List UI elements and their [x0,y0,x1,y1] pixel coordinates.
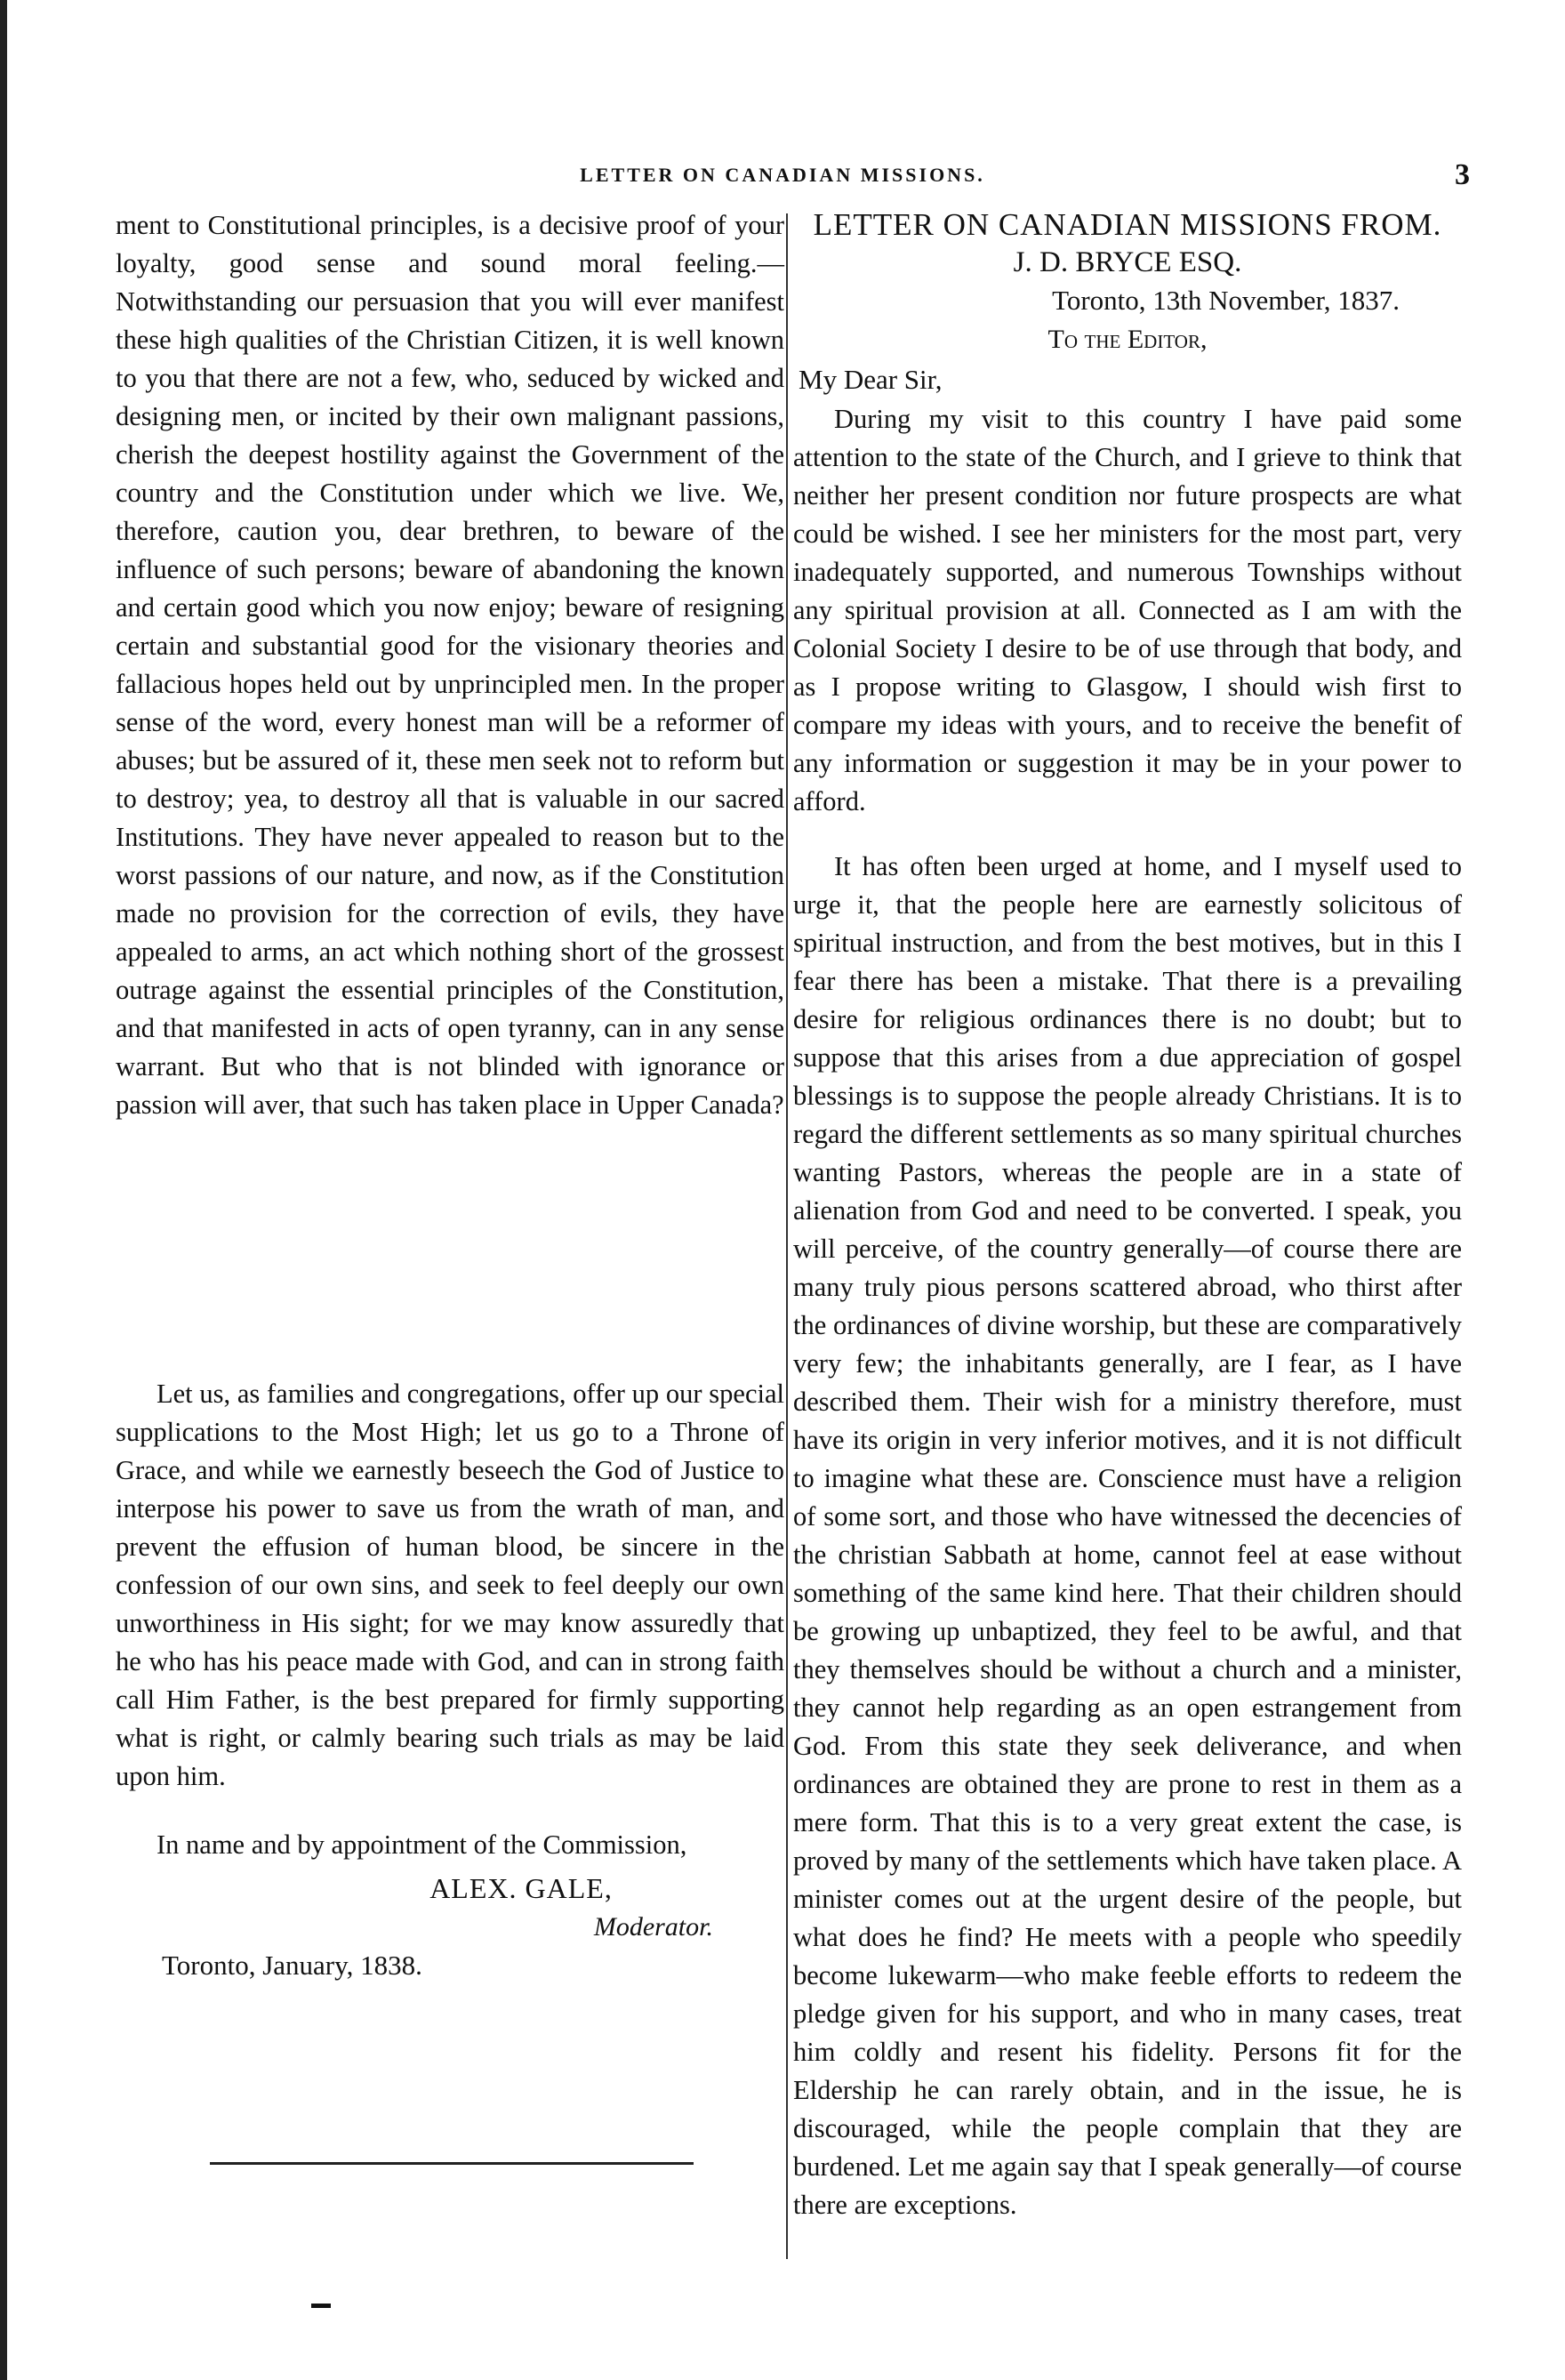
left-column [116,206,784,1984]
letter-heading: LETTER ON CANADIAN MISSIONS FROM. [813,207,1442,242]
right-paragraph-1: During my visit to this country I have paid some attention to the state of the Church, and I grieve to think that neither her present condition nor future prospects are what could be wished. I see her ministers for the most part, very inadequately supported, and numerous Townships without any spiritual provision at all. Connected as I am with the Colonial Society I desire to be of use through that body, and as I propose writing to Glasgow, I should wish first to compare my ideas with yours, and to receive the benefit of any information or suggestion it may be in your power to afford. [793,404,1462,816]
right-paragraph-2: It has often been urged at home, and I myself used to urge it, that the people here are earnestly solicitous of spiritual instruction, and from the best motives, but in this I fear there has been a mistake. That there is a prevailing desire for religious ordinances there is no doubt; but to suppose that this arises from a due appreciation of gospel blessings is to suppose the people already Christians. It is to regard the different settlements as so many spiritual churches wanting Pastors, whereas the people are in a state of alienation from God and need to be converted. I speak, you will perceive, of the country generally—of course there are many truly pious persons scattered abroad, who thirst after the ordinances of divine worship, but these are comparatively very few; the inhabitants generally, are I fear, as I have described them. Their wish for a ministry therefore, must have its origin in very inferior motives, and it is not difficult to imagine what these are. Conscience must have a religion of some sort, and those who have witnessed the decencies of the christian Sabbath at home, cannot feel at ease without something of the same kind here. That their children should be growing up unbaptized, they feel to be awful, and that they themselves should be without a church and a minister, they cannot help regarding as an open estrangement from God. From this state they seek deliverance, and when ordinances are obtained they are prone to rest in them as a mere form. That this is to a very great extent the case, is proved by many of the settlements which have taken place. A minister comes out at the urgent desire of the people, but what does he find? He meets with a people who speedily become lukewarm—who make feeble efforts to redeem the pledge given for his support, and who in many cases, treat him coldly and resent his fidelity. Persons fit for the Eldership he can rarely obtain, and in the issue, he is discouraged, while the people complain that they are burdened. Let me again say that I speak generally—of course there are exceptions. [793,851,1462,2220]
letter-addressee: To the Editor, [1047,325,1208,354]
page-header [0,158,1565,194]
section-rule [210,2162,694,2165]
letter-date: Toronto, 13th November, 1837. [1052,285,1400,316]
left-paragraph-2: Let us, as families and congregations, offer up our special supplications to the Most High; let us go to a Throne of Grace, and while we earnestly beseech the God of Justice to interpose his power to save us from the wrath of man, and prevent the effusion of human blood, be sincere in the confession of our own sins, and seek to feel deeply our own unworthiness in His sight; for we may know assuredly that he who has his peace made with God, and can in strong faith call Him Father, is the best prepared for firmly supporting what is right, or calmly bearing such trials as may be laid upon him. [116,1379,784,1791]
binding-edge [0,0,7,2380]
left-paragraph-1: ment to Constitutional principles, is a decisive proof of your loyalty, good sense and sound moral feeling.—Notwithstanding our persuasion that you will ever manifest these high qualities of the Christian Citizen, it is well known to you that there are not a few, who, seduced by wicked and designing men, or incited by their own malignant passions, cherish the deepest hostility against the Government of the country and the Constitution under which we live. We, therefore, caution you, dear brethren, to beware of the influence of such persons; beware of abandoning the known and certain good which you now enjoy; beware of resigning certain and substantial good for the visionary theories and fallacious hopes held out by unprincipled men. In the proper sense of the word, every honest man will be a reformer of abuses; but be assured of it, these men seek not to reform but to destroy; yea, to destroy all that is valuable in our sacred Institutions. They have never appealed to reason but to the worst passions of our nature, and now, as if the Constitution made no provision for the correction of evils, they have appealed to arms, an act which nothing short of the grossest outrage against the essential principles of the Constitution, and that manifested in acts of open tyranny, can in any sense warrant. But who that is not blinded with ignorance or passion will aver, that such has taken place in Upper Canada? [116,210,784,1120]
page-number: 3 [1455,158,1470,191]
commission-line: In name and by appointment of the Commission, [156,1829,687,1860]
dateline: Toronto, January, 1838. [162,1950,422,1981]
running-title: LETTER ON CANADIAN MISSIONS. [580,164,985,186]
letter-salutation: My Dear Sir, [799,364,943,395]
column-divider [786,213,788,2259]
letter-author: J. D. BRYCE ESQ. [1013,246,1242,278]
right-column [793,206,1462,2224]
signature-name: ALEX. GALE, [429,1872,613,1904]
footer-mark [311,2304,331,2308]
signature-title: Moderator. [593,1912,713,1942]
